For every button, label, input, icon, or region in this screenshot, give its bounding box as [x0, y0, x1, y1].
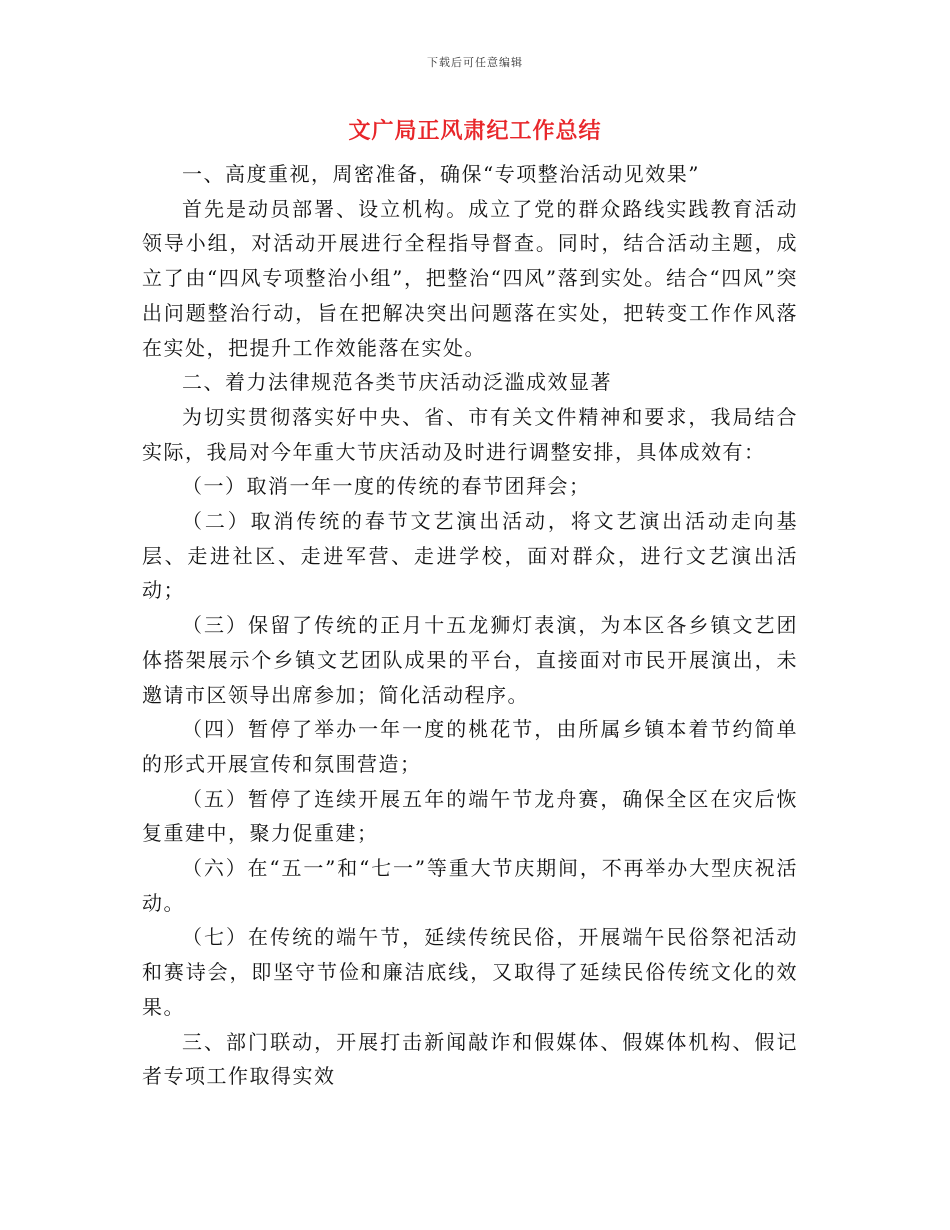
list-item: （五）暂停了连续开展五年的端午节龙舟赛，确保全区在灾后恢复重建中，聚力促重建；: [142, 786, 798, 846]
body-paragraph: 为切实贯彻落实好中央、省、市有关文件精神和要求，我局结合实际，我局对今年重大节庆活动及时进行调整安排，具体成效有：: [142, 404, 798, 464]
list-item: （七）在传统的端午节，延续传统民俗，开展端午民俗祭祀活动和赛诗会，即坚守节俭和廉洁底线，又取得了延续民俗传统文化的效果。: [142, 925, 798, 1019]
list-item: （三）保留了传统的正月十五龙狮灯表演，为本区各乡镇文艺团体搭架展示个乡镇文艺团队成果的平台，直接面对市民开展演出，未邀请市区领导出席参加；简化活动程序。: [142, 613, 798, 707]
list-item: （四）暂停了举办一年一度的桃花节，由所属乡镇本着节约简单的形式开展宣传和氛围营造；: [142, 717, 798, 776]
list-item: （一）取消一年一度的传统的春节团拜会；: [182, 474, 591, 499]
document-body: [142, 157, 798, 1094]
section-heading-1: 一、高度重视，周密准备，确保“专项整治活动见效果”: [182, 162, 700, 186]
download-note: 下载后可任意编辑: [427, 56, 523, 69]
body-paragraph: 首先是动员部署、设立机构。成立了党的群众路线实践教育活动领导小组，对活动开展进行全程指导督查。同时，结合活动主题，成立了由“四风专项整治小组”，把整治“四风”落到实处。结合“四风”突出问题整治行动，旨在把解决突出问题落在实处，把转变工作作风落在实处，把提升工作效能落在实处。: [142, 196, 798, 360]
document-title: 文广局正风肃纪工作总结: [348, 118, 602, 144]
section-heading-3: 三、部门联动，开展打击新闻敲诈和假媒体、假媒体机构、假记者专项工作取得实效: [142, 1029, 798, 1089]
list-item: （六）在“五一”和“七一”等重大节庆期间，不再举办大型庆祝活动。: [142, 856, 798, 915]
list-item: （二）取消传统的春节文艺演出活动，将文艺演出活动走向基层、走进社区、走进军营、走进学校，面对群众，进行文艺演出活动；: [142, 509, 798, 603]
section-heading-2: 二、着力法律规范各类节庆活动泛滥成效显著: [182, 370, 612, 395]
